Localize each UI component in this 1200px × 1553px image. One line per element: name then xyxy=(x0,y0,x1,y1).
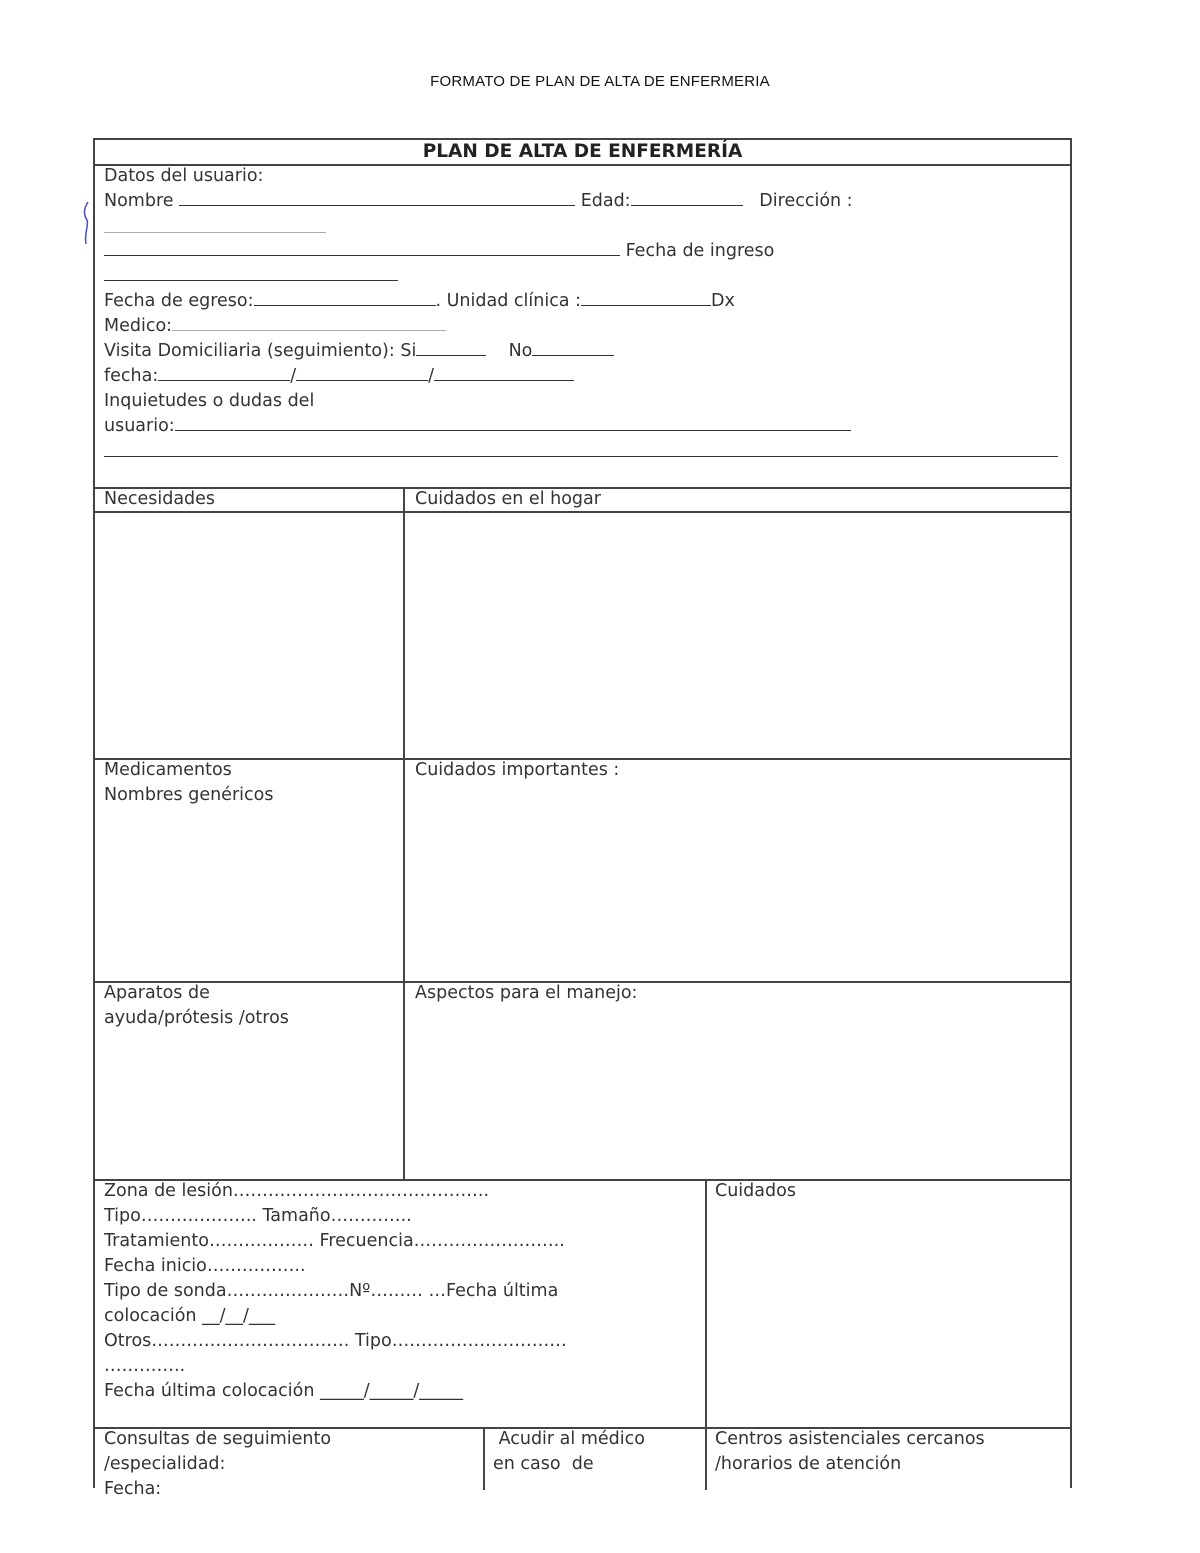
inquietudes-field[interactable] xyxy=(175,414,851,431)
inquietudes-row xyxy=(104,414,851,439)
medico-row xyxy=(104,314,446,339)
fecha-slash-2: / xyxy=(428,366,435,386)
medicamentos-label: Medicamentos xyxy=(104,760,232,780)
inquietudes-continuation xyxy=(104,440,1058,465)
nombre-field[interactable] xyxy=(179,189,575,206)
tipo-sonda-label: Tipo de sonda…………………Nº……… …Fecha última xyxy=(104,1281,559,1301)
medico-label: Medico: xyxy=(104,316,173,336)
fecha-slash-1: / xyxy=(290,366,297,386)
visita-si-field[interactable] xyxy=(416,339,486,356)
inquietudes-label-1: Inquietudes o dudas del xyxy=(104,391,315,411)
cuidados-hogar-label: Cuidados en el hogar xyxy=(415,489,601,509)
necesidades-label: Necesidades xyxy=(104,489,216,509)
ingreso-continuation xyxy=(104,264,398,289)
nombre-row xyxy=(104,189,853,214)
divider-column-cuidados xyxy=(705,1179,707,1490)
nombre-label: Nombre xyxy=(104,191,174,211)
cuidados-hogar-field[interactable] xyxy=(407,511,1067,756)
user-data-heading: Datos del usuario: xyxy=(104,166,264,186)
scan-mark xyxy=(82,200,90,246)
inquietudes-field-2[interactable] xyxy=(104,440,1058,457)
consultas-label: Consultas de seguimiento xyxy=(104,1429,332,1449)
egreso-row xyxy=(104,289,735,314)
fecha-inicio-label: Fecha inicio…………….. xyxy=(104,1256,306,1276)
aspectos-manejo-label: Aspectos para el manejo: xyxy=(415,983,638,1003)
cuidados-label: Cuidados xyxy=(715,1181,796,1201)
acudir-sublabel: en caso de xyxy=(493,1454,594,1474)
fecha-ingreso-label: Fecha de ingreso xyxy=(625,241,775,261)
tipo-tamano-label: Tipo……………….. Tamaño………….. xyxy=(104,1206,412,1226)
fecha-row xyxy=(104,364,574,389)
fecha-day-field[interactable] xyxy=(158,364,290,381)
otros-label: Otros……………………………. Tipo………………………… xyxy=(104,1331,567,1351)
medicamentos-sublabel: Nombres genéricos xyxy=(104,785,274,805)
visita-no-field[interactable] xyxy=(532,339,614,356)
direccion-field-2[interactable] xyxy=(104,239,620,256)
aparatos-sublabel: ayuda/prótesis /otros xyxy=(104,1008,289,1028)
direccion-label: Dirección : xyxy=(759,191,853,211)
fecha-month-field[interactable] xyxy=(296,364,428,381)
consultas-sublabel: /especialidad: xyxy=(104,1454,226,1474)
fecha-egreso-label: Fecha de egreso: xyxy=(104,291,254,311)
edad-label: Edad: xyxy=(580,191,631,211)
cuidados-importantes-label: Cuidados importantes : xyxy=(415,760,620,780)
dx-label: Dx xyxy=(711,291,735,311)
fecha-ultima-colocacion-label: Fecha última colocación _____/_____/_____ xyxy=(104,1381,464,1401)
consultas-fecha-label: Fecha: xyxy=(104,1479,162,1499)
form-title: PLAN DE ALTA DE ENFERMERÍA xyxy=(422,141,743,162)
inquietudes-label-2: usuario: xyxy=(104,416,175,436)
fecha-year-field[interactable] xyxy=(434,364,574,381)
fecha-egreso-field[interactable] xyxy=(254,289,436,306)
direccion-continuation xyxy=(104,216,326,241)
direccion-field[interactable] xyxy=(104,216,326,233)
colocacion-label: colocación __/__/___ xyxy=(104,1306,276,1326)
aparatos-label: Aparatos de xyxy=(104,983,210,1003)
otros-dots: ………….. xyxy=(104,1356,186,1376)
centros-label: Centros asistenciales cercanos xyxy=(715,1429,985,1449)
unidad-clinica-label: . Unidad clínica : xyxy=(435,291,581,311)
divider-column-acudir xyxy=(483,1427,485,1490)
ingreso-row xyxy=(104,239,774,264)
zona-lesion-label: Zona de lesión…………………………………….. xyxy=(104,1181,490,1201)
divider-column-1 xyxy=(403,487,405,1181)
discharge-plan-form xyxy=(93,138,1072,1499)
centros-sublabel: /horarios de atención xyxy=(715,1454,902,1474)
visita-no-label: No xyxy=(508,341,533,361)
edad-field[interactable] xyxy=(631,189,743,206)
necesidades-field[interactable] xyxy=(97,511,401,756)
document-title: FORMATO DE PLAN DE ALTA DE ENFERMERIA xyxy=(430,73,770,90)
fecha-label: fecha: xyxy=(104,366,159,386)
tratamiento-label: Tratamiento……………… Frecuencia…………………….. xyxy=(104,1231,565,1251)
visita-row xyxy=(104,339,614,364)
fecha-ingreso-field[interactable] xyxy=(104,264,398,281)
acudir-label: Acudir al médico xyxy=(493,1429,645,1449)
visita-label: Visita Domiciliaria (seguimiento): Si xyxy=(104,341,417,361)
medico-field[interactable] xyxy=(172,314,446,331)
unidad-clinica-field[interactable] xyxy=(581,289,711,306)
